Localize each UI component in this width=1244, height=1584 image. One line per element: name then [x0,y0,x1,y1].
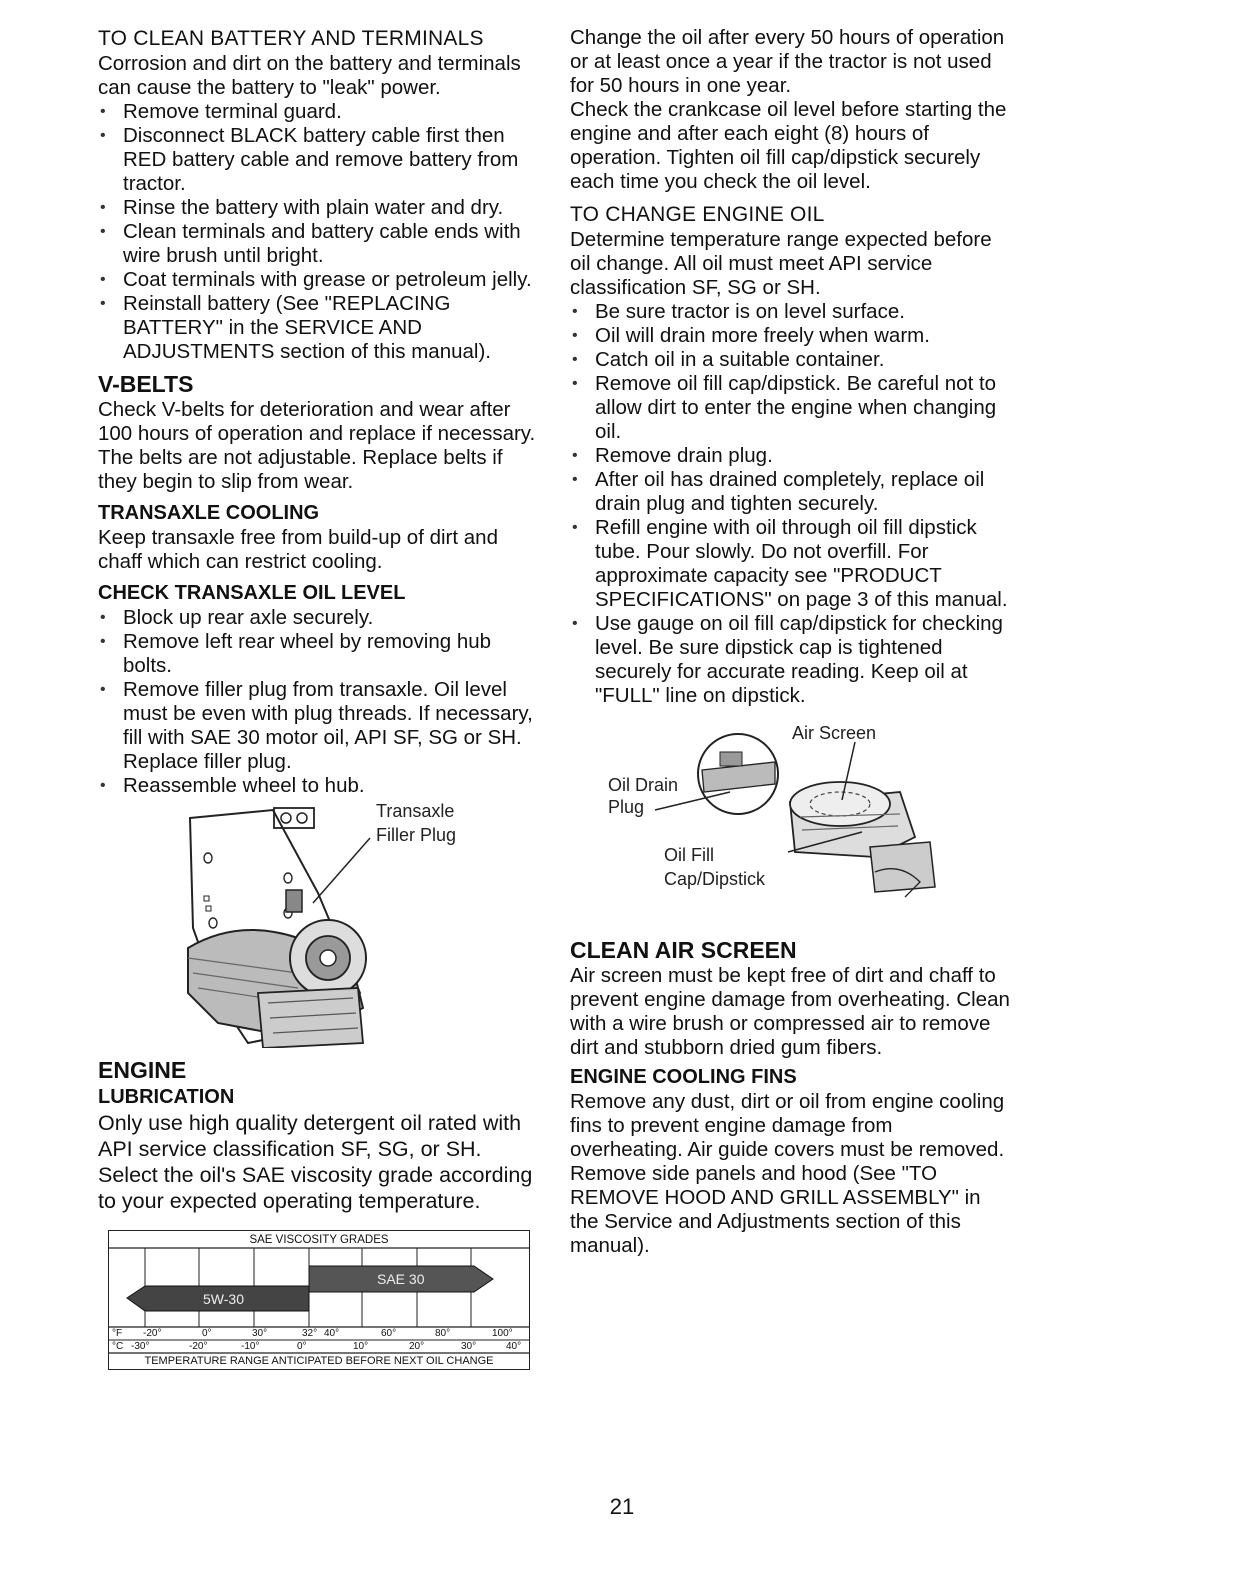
oil-change-interval: Change the oil after every 50 hours of operation or at least once a year if the tractor is not used for 50 hours in one year. [570,26,1005,97]
transaxle-figure [98,798,538,1048]
air-screen-heading: CLEAN AIR SCREEN [570,937,797,963]
f-tick: 0° [202,1328,212,1339]
list-item: • Be sure tractor is on level surface. [570,300,1010,324]
c-tick: -10° [241,1341,260,1352]
f-tick: 40° [324,1328,340,1339]
page-number: 21 [609,1494,635,1519]
list-item: • Rinse the battery with plain water and dry. [98,196,538,220]
battery-intro: Corrosion and dirt on the battery and terminals can cause the battery to "leak" power. [98,52,521,99]
list-item: • Block up rear axle securely. [98,606,538,630]
list-item: • Reassemble wheel to hub. [98,774,538,798]
transaxle-oil-steps [98,606,538,798]
list-item: • After oil has drained completely, replace oil drain plug and tighten securely. [570,468,1010,516]
f-tick: 100° [492,1328,513,1339]
change-oil-intro: Determine temperature range expected before oil change. All oil must meet API service classification SF, SG or SH. [570,228,992,299]
list-item: • Remove left rear wheel by removing hub bolts. [98,630,538,678]
lubrication-body: Only use high quality detergent oil rated with API service classification SF, SG, or SH. Select the oil's SAE viscosity grade according to your expected operating temperature. [98,1111,533,1213]
transaxle-cooling-heading: TRANSAXLE COOLING [98,502,320,524]
c-tick: -30° [131,1341,150,1352]
list-item: • Reinstall battery (See "REPLACING BATTERY" in the SERVICE AND ADJUSTMENTS section of this manual). [98,292,538,364]
list-item: • Catch oil in a suitable container. [570,348,1010,372]
list-item: • Oil will drain more freely when warm. [570,324,1010,348]
c-tick: -20° [189,1341,208,1352]
f-tick: 60° [381,1328,397,1339]
list-item: • Disconnect BLACK battery cable first then RED battery cable and remove battery from tractor. [98,124,538,196]
change-oil-steps [570,300,1010,708]
list-item: • Remove terminal guard. [98,100,538,124]
list-item: • Remove oil fill cap/dipstick. Be careful not to allow dirt to enter the engine when changing oil. [570,372,1010,444]
f-tick: 80° [435,1328,451,1339]
5w30-label: 5W-30 [203,1291,244,1307]
sae30-label: SAE 30 [377,1271,425,1287]
lubrication-heading: LUBRICATION [98,1086,235,1108]
sae-viscosity-table [108,1230,530,1370]
transaxle-label-line2: Filler Plug [376,825,457,845]
cooling-fins-heading: ENGINE COOLING FINS [570,1066,797,1088]
air-screen-label: Air Screen [792,723,877,743]
c-tick: 20° [409,1341,425,1352]
engine-illustration [570,722,1010,932]
vbelts-body: Check V-belts for deterioration and wear after 100 hours of operation and replace if necessary. The belts are not adjustable. Replace belts if they begin to slip from wear. [98,398,536,493]
transaxle-label-line1: Transaxle [376,801,455,821]
change-oil-heading: TO CHANGE ENGINE OIL [570,203,825,226]
sae-table-title: SAE VISCOSITY GRADES [249,1234,389,1246]
transaxle-cooling-body: Keep transaxle free from build-up of dirt and chaff which can restrict cooling. [98,526,498,573]
f-tick: 30° [252,1328,268,1339]
left-column [98,26,538,1370]
list-item: • Refill engine with oil through oil fill dipstick tube. Pour slowly. Do not overfill. For approximate capacity see "PRODUCT SPECIFICATIONS" on page 3 of this manual. [570,516,1010,612]
c-tick: 40° [506,1341,522,1352]
cooling-fins-body: Remove any dust, dirt or oil from engine cooling fins to prevent engine damage from overheating. Air guide covers must be removed. Remove side panels and hood (See "TO REMOVE HOOD AND GRILL ASSEMBLY" in the Service and Adjustments section of this manual). [570,1090,1005,1257]
transaxle-oil-heading: CHECK TRANSAXLE OIL LEVEL [98,582,406,604]
right-column [570,26,1010,1258]
c-tick: 30° [461,1341,477,1352]
list-item: • Coat terminals with grease or petroleum jelly. [98,268,538,292]
engine-oil-figure [570,722,1010,932]
engine-heading: ENGINE [98,1057,187,1083]
oil-drain-label-line1: Oil Drain [608,775,679,795]
oil-fill-label-line1: Oil Fill [664,845,714,865]
list-item: • Remove drain plug. [570,444,1010,468]
air-screen-body: Air screen must be kept free of dirt and chaff to prevent engine damage from overheating. Clean with a wire brush or compressed air to remove dirt and stubborn dried gum fibers. [570,964,1010,1059]
c-unit: °C [112,1341,124,1352]
battery-steps [98,100,538,364]
f-unit: °F [112,1328,123,1339]
f-tick: 32° [302,1328,318,1339]
sae-table-footer: TEMPERATURE RANGE ANTICIPATED BEFORE NEXT OIL CHANGE [144,1355,494,1367]
vbelts-heading: V-BELTS [98,371,194,397]
f-tick: -20° [143,1328,162,1339]
check-crankcase: Check the crankcase oil level before starting the engine and after each eight (8) hours of operation. Tighten oil fill cap/dipstick securely each time you check the oil level. [570,98,1007,193]
oil-drain-label-line2: Plug [608,797,645,817]
battery-heading: TO CLEAN BATTERY AND TERMINALS [98,27,484,50]
c-tick: 0° [297,1341,307,1352]
list-item: • Clean terminals and battery cable ends with wire brush until bright. [98,220,538,268]
c-tick: 10° [353,1341,369,1352]
list-item: • Remove filler plug from transaxle. Oil level must be even with plug threads. If necessary, fill with SAE 30 motor oil, API SF, SG or SH. Replace filler plug. [98,678,538,774]
oil-fill-label-line2: Cap/Dipstick [664,869,766,889]
transaxle-illustration [98,798,538,1048]
list-item: • Use gauge on oil fill cap/dipstick for checking level. Be sure dipstick cap is tightened securely for accurate reading. Keep oil at "FULL" line on dipstick. [570,612,1010,708]
